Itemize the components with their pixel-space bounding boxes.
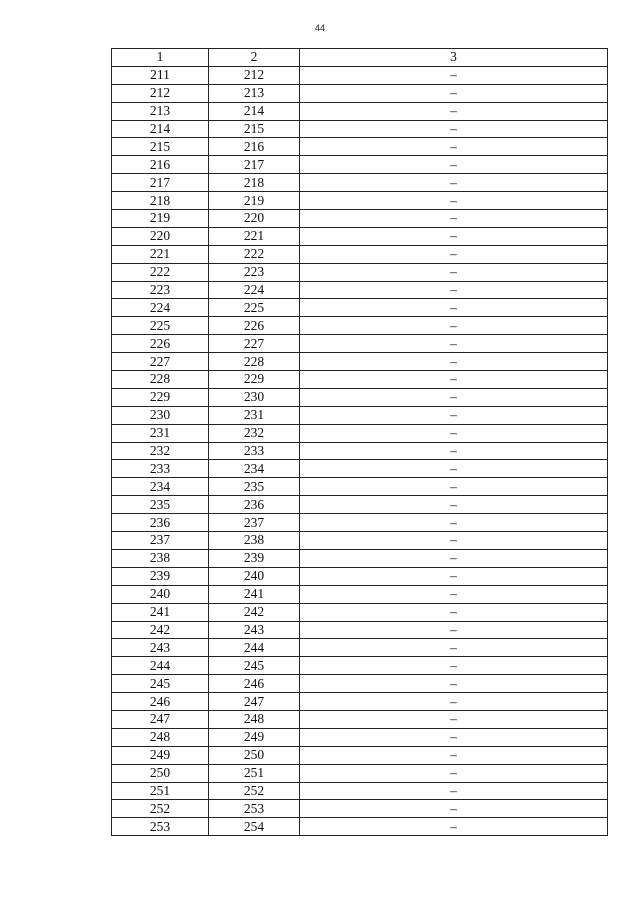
- table-cell: 249: [112, 746, 209, 764]
- table-cell: 223: [209, 263, 300, 281]
- table-row: [112, 728, 608, 746]
- table-cell: –: [300, 585, 608, 603]
- table-cell: 254: [209, 818, 300, 836]
- column-header: 1: [112, 49, 209, 67]
- table-row: [112, 585, 608, 603]
- column-header: 2: [209, 49, 300, 67]
- table-cell: 217: [209, 156, 300, 174]
- table-cell: –: [300, 263, 608, 281]
- table-cell: 231: [112, 424, 209, 442]
- table-cell: 249: [209, 728, 300, 746]
- table-row: [112, 66, 608, 84]
- table-cell: –: [300, 532, 608, 550]
- table-cell: 252: [112, 800, 209, 818]
- table-cell: 218: [112, 192, 209, 210]
- table-cell: –: [300, 442, 608, 460]
- table-cell: 235: [112, 496, 209, 514]
- table-row: [112, 120, 608, 138]
- table-cell: –: [300, 406, 608, 424]
- table-row: [112, 496, 608, 514]
- table-cell: –: [300, 102, 608, 120]
- table-row: [112, 478, 608, 496]
- table-header-row: [112, 49, 608, 67]
- table-cell: 252: [209, 782, 300, 800]
- table-cell: –: [300, 174, 608, 192]
- table-cell: 250: [209, 746, 300, 764]
- table-cell: 226: [112, 335, 209, 353]
- table-row: [112, 746, 608, 764]
- table-cell: –: [300, 728, 608, 746]
- table-cell: –: [300, 317, 608, 335]
- table-cell: 236: [112, 514, 209, 532]
- table-row: [112, 371, 608, 389]
- table-cell: 241: [209, 585, 300, 603]
- table-cell: 226: [209, 317, 300, 335]
- table-cell: 219: [112, 210, 209, 228]
- table-cell: 227: [209, 335, 300, 353]
- table-cell: –: [300, 800, 608, 818]
- table-row: [112, 424, 608, 442]
- table-cell: 215: [209, 120, 300, 138]
- table-cell: 214: [112, 120, 209, 138]
- table-cell: –: [300, 388, 608, 406]
- table-cell: –: [300, 567, 608, 585]
- table-cell: 211: [112, 66, 209, 84]
- table-cell: 224: [209, 281, 300, 299]
- table-cell: –: [300, 782, 608, 800]
- table-cell: 245: [209, 657, 300, 675]
- table-cell: 214: [209, 102, 300, 120]
- table-cell: 216: [112, 156, 209, 174]
- table-row: [112, 245, 608, 263]
- table-cell: 217: [112, 174, 209, 192]
- table-cell: 220: [112, 227, 209, 245]
- table-row: [112, 227, 608, 245]
- table-row: [112, 442, 608, 460]
- table-cell: 239: [112, 567, 209, 585]
- table-cell: 233: [209, 442, 300, 460]
- table-cell: 248: [209, 710, 300, 728]
- table-row: [112, 710, 608, 728]
- table-cell: 229: [112, 388, 209, 406]
- table-cell: –: [300, 675, 608, 693]
- table-cell: 235: [209, 478, 300, 496]
- table-row: [112, 156, 608, 174]
- table-cell: 236: [209, 496, 300, 514]
- table-cell: 228: [112, 371, 209, 389]
- table-cell: –: [300, 84, 608, 102]
- table-cell: –: [300, 210, 608, 228]
- table-cell: –: [300, 657, 608, 675]
- table-cell: 232: [209, 424, 300, 442]
- table-cell: 253: [209, 800, 300, 818]
- table-cell: –: [300, 156, 608, 174]
- table-cell: –: [300, 245, 608, 263]
- table-row: [112, 84, 608, 102]
- table-cell: 253: [112, 818, 209, 836]
- table-cell: 251: [209, 764, 300, 782]
- table-cell: 215: [112, 138, 209, 156]
- table-cell: 213: [112, 102, 209, 120]
- table-row: [112, 138, 608, 156]
- table-cell: 242: [209, 603, 300, 621]
- table-cell: 243: [112, 639, 209, 657]
- table-cell: 250: [112, 764, 209, 782]
- table-cell: –: [300, 514, 608, 532]
- table-row: [112, 657, 608, 675]
- table-cell: 238: [209, 532, 300, 550]
- table-cell: 213: [209, 84, 300, 102]
- table-cell: –: [300, 353, 608, 371]
- table-cell: 246: [112, 693, 209, 711]
- table-row: [112, 532, 608, 550]
- table-cell: 248: [112, 728, 209, 746]
- table-cell: 219: [209, 192, 300, 210]
- table-cell: 231: [209, 406, 300, 424]
- table-row: [112, 406, 608, 424]
- table-row: [112, 102, 608, 120]
- table-row: [112, 818, 608, 836]
- table-row: [112, 693, 608, 711]
- table-cell: 243: [209, 621, 300, 639]
- table-row: [112, 192, 608, 210]
- table-cell: –: [300, 192, 608, 210]
- table-cell: 225: [112, 317, 209, 335]
- table-cell: 220: [209, 210, 300, 228]
- table-row: [112, 210, 608, 228]
- table-cell: 218: [209, 174, 300, 192]
- table-row: [112, 675, 608, 693]
- table-cell: –: [300, 549, 608, 567]
- page-number: 44: [314, 23, 325, 33]
- table-cell: 237: [112, 532, 209, 550]
- table-row: [112, 782, 608, 800]
- table-row: [112, 299, 608, 317]
- table-row: [112, 639, 608, 657]
- table-cell: 216: [209, 138, 300, 156]
- table-row: [112, 353, 608, 371]
- table-row: [112, 514, 608, 532]
- table-cell: 230: [209, 388, 300, 406]
- table-row: [112, 388, 608, 406]
- table-cell: 245: [112, 675, 209, 693]
- table-row: [112, 621, 608, 639]
- table-cell: –: [300, 460, 608, 478]
- table-cell: –: [300, 496, 608, 514]
- table-cell: –: [300, 424, 608, 442]
- table-cell: 228: [209, 353, 300, 371]
- table-cell: 221: [112, 245, 209, 263]
- table-cell: –: [300, 746, 608, 764]
- table-cell: –: [300, 710, 608, 728]
- table-cell: 229: [209, 371, 300, 389]
- column-header: 3: [300, 49, 608, 67]
- table-cell: –: [300, 693, 608, 711]
- table-cell: –: [300, 371, 608, 389]
- table-cell: 237: [209, 514, 300, 532]
- table-cell: –: [300, 66, 608, 84]
- table-cell: 221: [209, 227, 300, 245]
- table-row: [112, 764, 608, 782]
- data-table: [111, 48, 608, 836]
- table-cell: 247: [112, 710, 209, 728]
- table-row: [112, 335, 608, 353]
- table-cell: 238: [112, 549, 209, 567]
- table-row: [112, 567, 608, 585]
- table-cell: 234: [112, 478, 209, 496]
- table-cell: 240: [112, 585, 209, 603]
- table-cell: 244: [112, 657, 209, 675]
- table-cell: 242: [112, 621, 209, 639]
- table-cell: 244: [209, 639, 300, 657]
- table-cell: –: [300, 120, 608, 138]
- table-cell: 241: [112, 603, 209, 621]
- table-row: [112, 549, 608, 567]
- table-row: [112, 460, 608, 478]
- table-body: [112, 66, 608, 835]
- table-row: [112, 263, 608, 281]
- table-row: [112, 174, 608, 192]
- table-row: [112, 317, 608, 335]
- table-cell: 247: [209, 693, 300, 711]
- table-cell: 225: [209, 299, 300, 317]
- table-cell: 251: [112, 782, 209, 800]
- table-cell: 230: [112, 406, 209, 424]
- table-cell: –: [300, 299, 608, 317]
- table-cell: 212: [112, 84, 209, 102]
- table-cell: 239: [209, 549, 300, 567]
- table-row: [112, 603, 608, 621]
- table-cell: 222: [209, 245, 300, 263]
- table-cell: –: [300, 478, 608, 496]
- table-cell: –: [300, 764, 608, 782]
- table-cell: 233: [112, 460, 209, 478]
- table-cell: 212: [209, 66, 300, 84]
- table-cell: –: [300, 603, 608, 621]
- table-row: [112, 800, 608, 818]
- table-cell: 227: [112, 353, 209, 371]
- table-cell: –: [300, 639, 608, 657]
- table-row: [112, 281, 608, 299]
- table-cell: –: [300, 335, 608, 353]
- table-cell: 234: [209, 460, 300, 478]
- table-cell: –: [300, 227, 608, 245]
- table-cell: –: [300, 818, 608, 836]
- table-cell: 246: [209, 675, 300, 693]
- table-cell: 222: [112, 263, 209, 281]
- table-cell: 232: [112, 442, 209, 460]
- table-cell: –: [300, 281, 608, 299]
- table-cell: 240: [209, 567, 300, 585]
- table-cell: –: [300, 138, 608, 156]
- table-cell: 223: [112, 281, 209, 299]
- table-cell: 224: [112, 299, 209, 317]
- table-cell: –: [300, 621, 608, 639]
